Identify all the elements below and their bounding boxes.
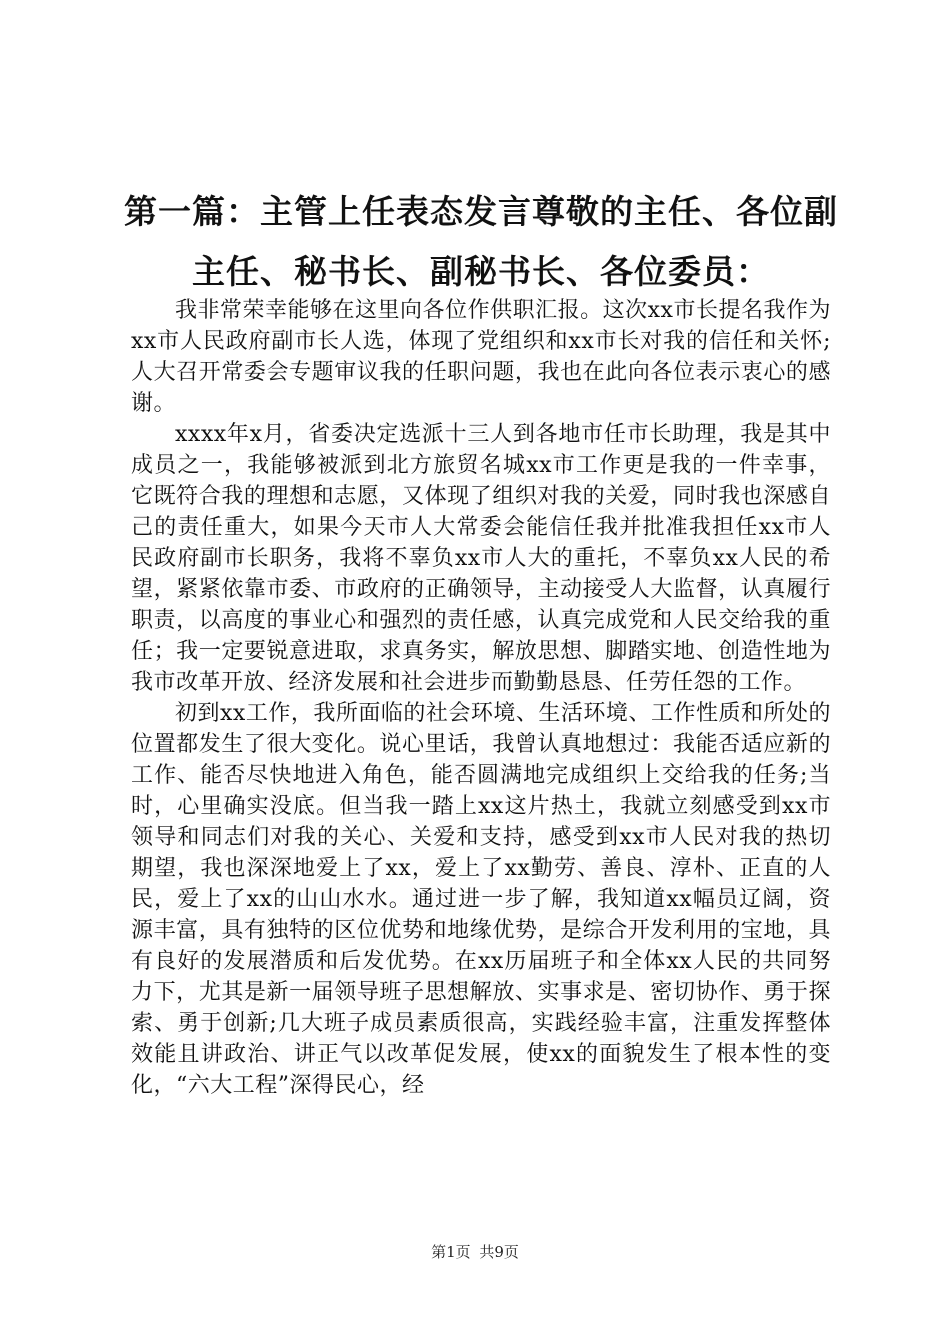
page-total: 共9页 [479,1243,519,1261]
document-title: 第一篇：主管上任表态发言尊敬的主任、各位副主任、秘书长、副秘书长、各位委员： [124,192,838,291]
page-number: 第1页 [431,1243,471,1261]
paragraph: xxxx年x月，省委决定选派十三人到各地市任市长助理，我是其中成员之一，我能够被派到北方旅贸名城xx市工作更是我的一件幸事，它既符合我的理想和志愿，又体现了组织对我的关爱，同时我也深感自己的责任重大，如果今天市人大常委会能信任我并批准我担任xx市人民政府副市长职务，我将不辜负xx市人大的重托，不辜负xx人民的希望，紧紧依靠市委、市政府的正确领导，主动接受人大监督，认真履行职责，以高度的事业心和强烈的责任感，认真完成党和人民交给我的重任；我一定要锐意进取，求真务实，解放思想、脚踏实地、创造性地为我市改革开放、经济发展和社会进步而勤勤恳恳、任劳任怨的工作。 [131,422,831,695]
page-footer [0,1242,950,1262]
paragraph: 初到xx工作，我所面临的社会环境、生活环境、工作性质和所处的位置都发生了很大变化。说心里话，我曾认真地想过：我能否适应新的工作、能否尽快地进入角色，能否圆满地完成组织上交给我的任务;当时，心里确实没底。但当我一踏上xx这片热土，我就立刻感受到xx市领导和同志们对我的关心、关爱和支持，感受到xx市人民对我的热切期望，我也深深地爱上了xx，爱上了xx勤劳、善良、淳朴、正直的人民，爱上了xx的山山水水。通过进一步了解，我知道xx幅员辽阔，资源丰富，具有独特的区位优势和地缘优势，是综合开发利用的宝地，具有良好的发展潜质和后发优势。在xx历届班子和全体xx人民的共同努力下，尤其是新一届领导班子思想解放、实事求是、密切协作、勇于探索、勇于创新;几大班子成员素质很高，实践经验丰富，注重发挥整体效能且讲政治、讲正气以改革促发展，使xx的面貌发生了根本性的变化，“六大工程”深得民心，经 [131,701,831,1098]
document-body [131,295,831,1101]
paragraph: 我非常荣幸能够在这里向各位作供职汇报。这次xx市长提名我作为xx市人民政府副市长人选，体现了党组织和xx市长对我的信任和关怀;人大召开常委会专题审议我的任职问题，我也在此向各位表示衷心的感谢。 [131,298,831,416]
